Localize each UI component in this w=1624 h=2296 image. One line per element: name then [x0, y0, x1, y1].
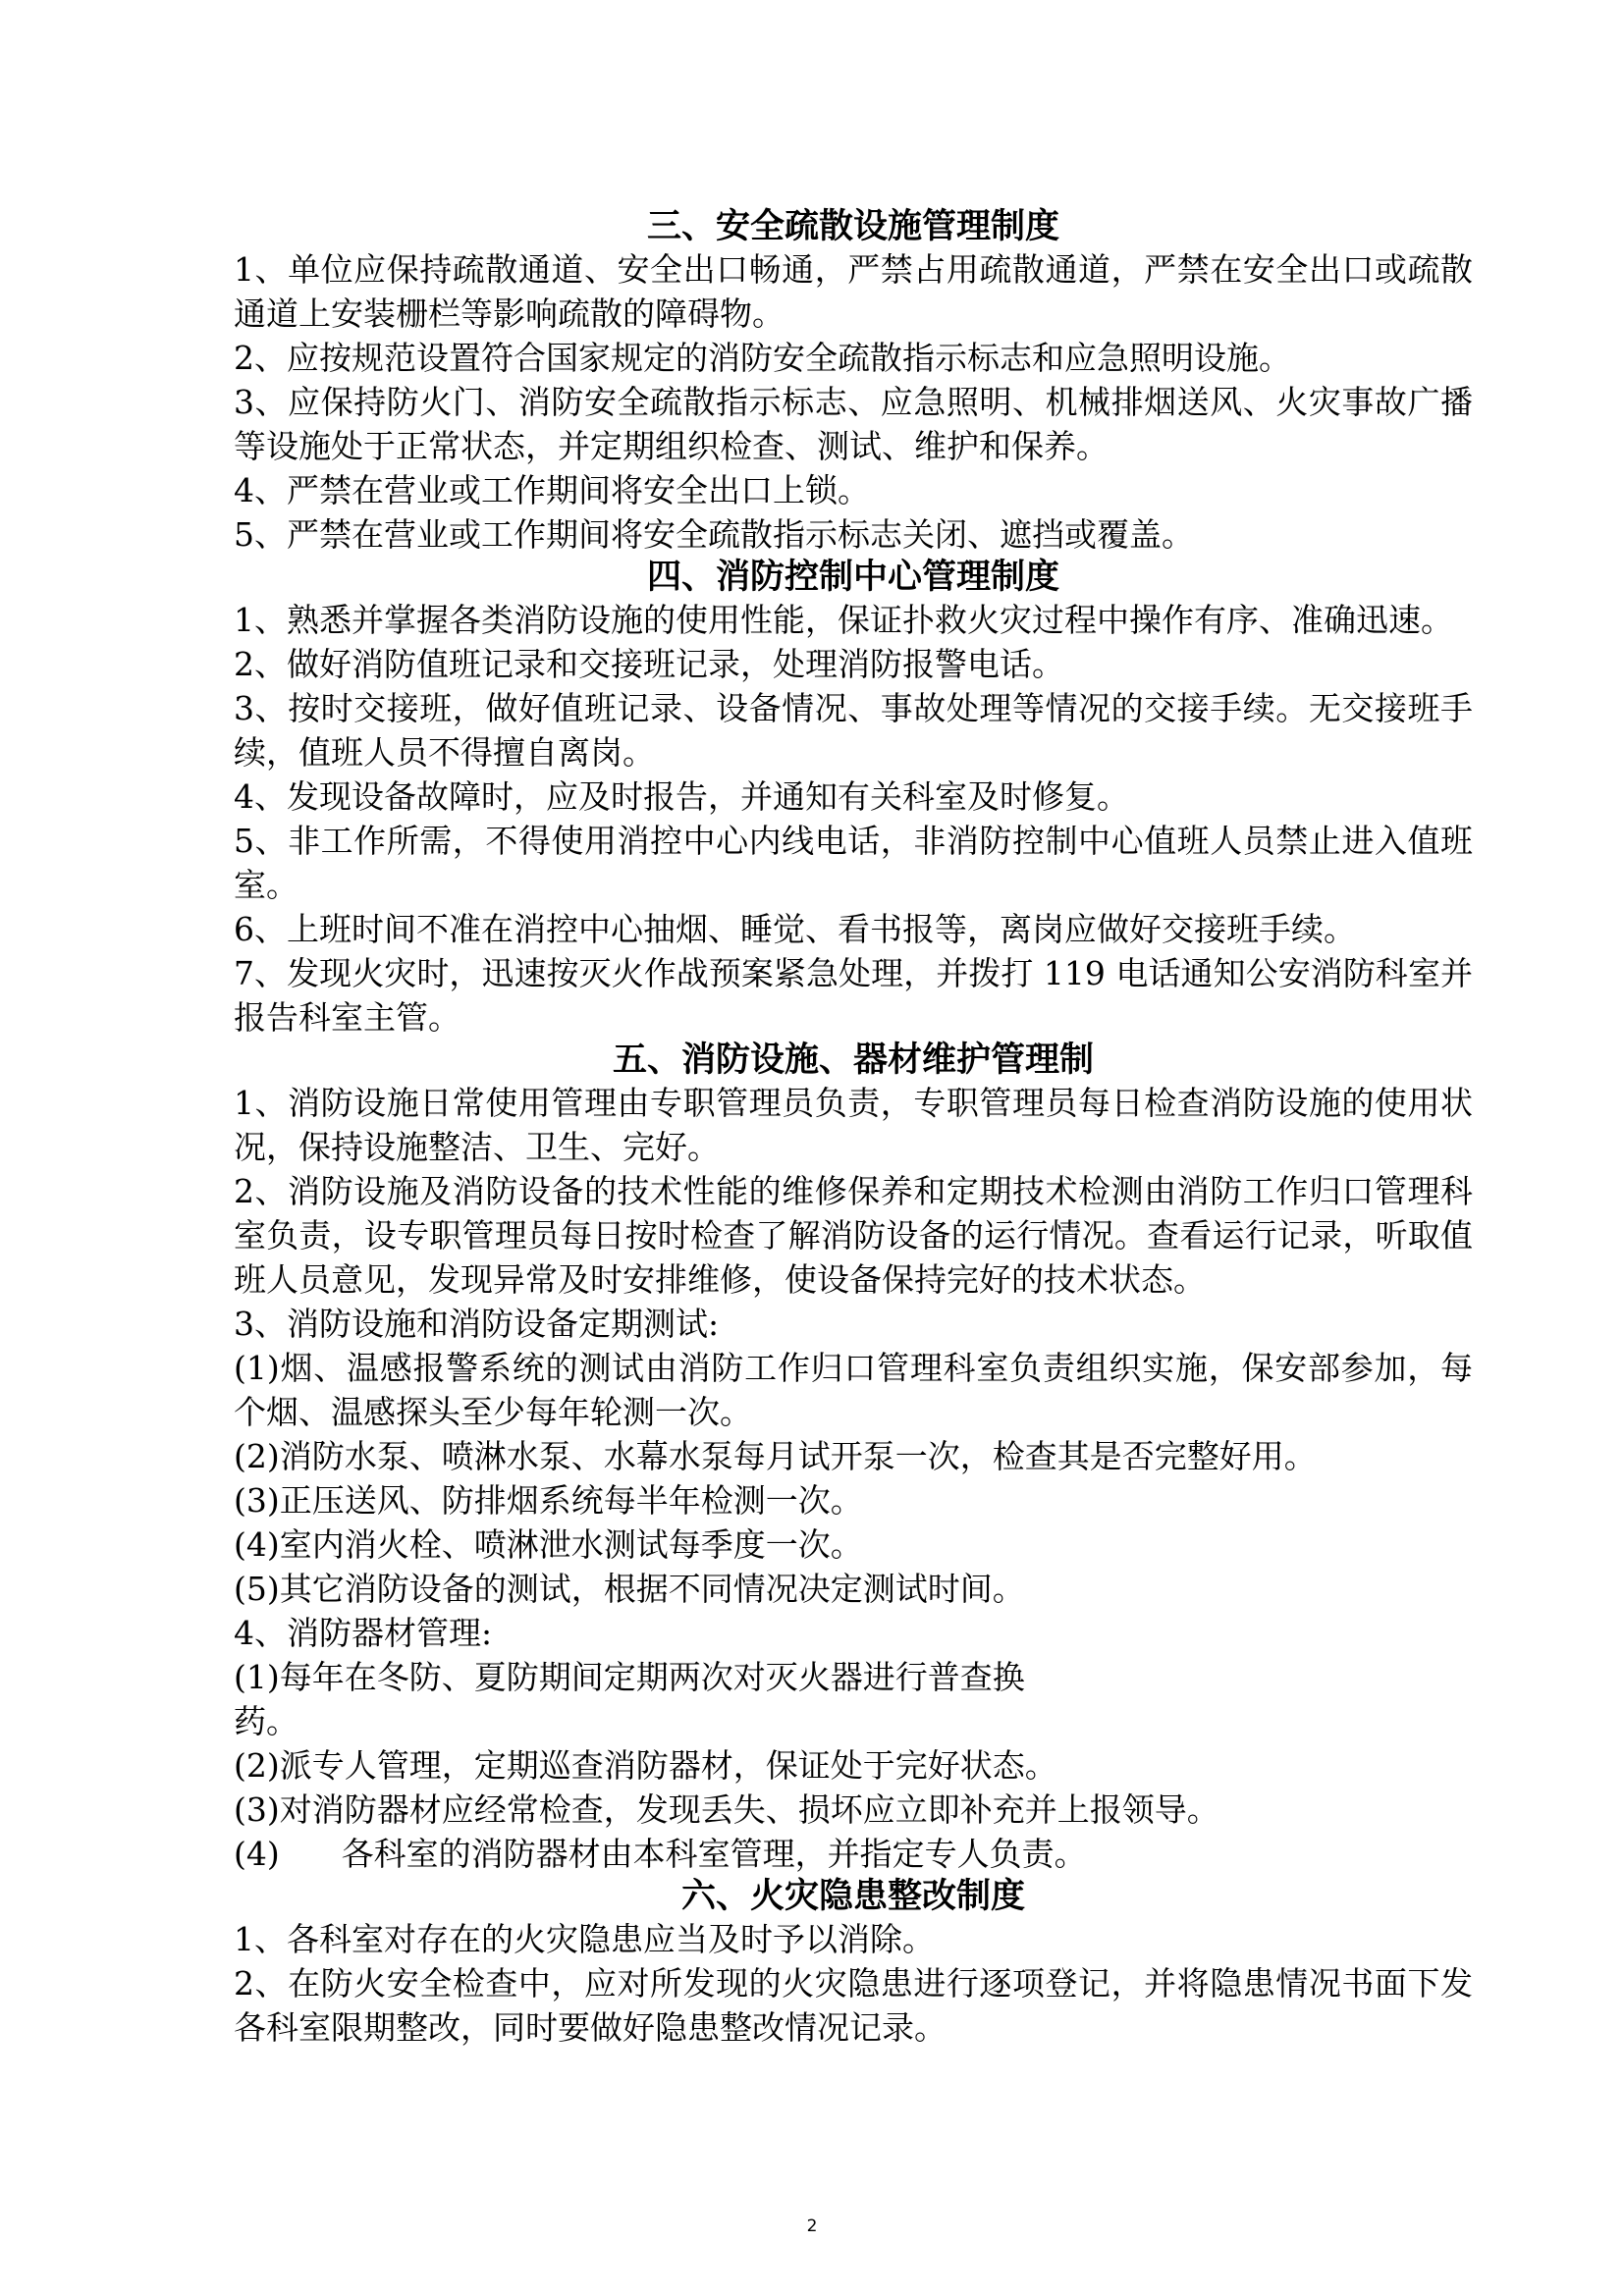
paragraph: (4)室内消火栓、喷淋泄水测试每季度一次。 [234, 1525, 863, 1564]
paragraph: 1、单位应保持疏散通道、安全出口畅通，严禁占用疏散通道，严禁在安全出口或疏散通道上安装栅栏等影响疏散的障碍物。 [234, 250, 1473, 333]
section-evacuation [234, 206, 1473, 557]
paragraph: 4、发现设备故障时，应及时报告，并通知有关科室及时修复。 [234, 777, 1129, 816]
paragraph: 3、消防设施和消防设备定期测试: [234, 1305, 720, 1343]
page-number: 2 [806, 2216, 818, 2236]
paragraph: 7、发现火灾时，迅速按灭火作战预案紧急处理，并拨打 119 电话通知公安消防科室并报告科室主管。 [234, 954, 1473, 1037]
paragraph: 4、消防器材管理: [234, 1614, 493, 1652]
paragraph: 4、严禁在营业或工作期间将安全出口上锁。 [234, 471, 870, 509]
paragraph: (1)每年在冬防、夏防期间定期两次对灭火器进行普查换 药。 [234, 1658, 1025, 1740]
paragraph: (4) 各科室的消防器材由本科室管理，并指定专人负责。 [234, 1835, 1087, 1873]
section-heading: 三、安全疏散设施管理制度 [646, 207, 1059, 246]
paragraph: 2、在防火安全检查中，应对所发现的火灾隐患进行逐项登记，并将隐患情况书面下发各科室限期整改，同时要做好隐患整改情况记录。 [234, 1964, 1473, 2047]
paragraph: 3、按时交接班，做好值班记录、设备情况、事故处理等情况的交接手续。无交接班手续，值班人员不得擅自离岗。 [234, 689, 1473, 772]
section-hazard-rectification [234, 1876, 1473, 2050]
section-heading: 四、消防控制中心管理制度 [646, 558, 1059, 597]
paragraph: (1)烟、温感报警系统的测试由消防工作归口管理科室负责组织实施，保安部参加，每个烟、温感探头至少每年轮测一次。 [234, 1349, 1473, 1431]
paragraph: 1、熟悉并掌握各类消防设施的使用性能，保证扑救火灾过程中操作有序、准确迅速。 [234, 601, 1453, 639]
paragraph: 6、上班时间不准在消控中心抽烟、睡觉、看书报等，离岗应做好交接班手续。 [234, 910, 1356, 948]
paragraph: 2、做好消防值班记录和交接班记录，处理消防报警电话。 [234, 645, 1064, 683]
paragraph: 5、严禁在营业或工作期间将安全疏散指示标志关闭、遮挡或覆盖。 [234, 515, 1194, 554]
section-equipment-maintenance [234, 1040, 1473, 1876]
paragraph: (2)消防水泵、喷淋水泵、水幕水泵每月试开泵一次，检查其是否完整好用。 [234, 1437, 1317, 1475]
section-heading: 五、消防设施、器材维护管理制 [612, 1041, 1094, 1080]
paragraph: 1、消防设施日常使用管理由专职管理员负责，专职管理员每日检查消防设施的使用状况，保持设施整洁、卫生、完好。 [234, 1084, 1473, 1166]
paragraph: (3)对消防器材应经常检查，发现丢失、损坏应立即补充并上报领导。 [234, 1790, 1219, 1829]
paragraph: 2、应按规范设置符合国家规定的消防安全疏散指示标志和应急照明设施。 [234, 339, 1291, 377]
paragraph: (3)正压送风、防排烟系统每半年检测一次。 [234, 1481, 863, 1520]
paragraph: (5)其它消防设备的测试，根据不同情况决定测试时间。 [234, 1570, 1025, 1608]
paragraph: 1、各科室对存在的火灾隐患应当及时予以消除。 [234, 1920, 935, 1958]
document-page [234, 206, 1473, 2050]
paragraph: (2)派专人管理，定期巡查消防器材，保证处于完好状态。 [234, 1746, 1057, 1785]
paragraph: 5、非工作所需，不得使用消控中心内线电话，非消防控制中心值班人员禁止进入值班室。 [234, 822, 1473, 904]
section-control-center [234, 557, 1473, 1040]
paragraph: 3、应保持防火门、消防安全疏散指示标志、应急照明、机械排烟送风、火灾事故广播等设施处于正常状态，并定期组织检查、测试、维护和保养。 [234, 383, 1473, 465]
paragraph: 2、消防设施及消防设备的技术性能的维修保养和定期技术检测由消防工作归口管理科室负责，设专职管理员每日按时检查了解消防设备的运行情况。查看运行记录，听取值班人员意见，发现异常及时安排维修，使设备保持完好的技术状态。 [234, 1172, 1473, 1299]
section-heading: 六、火灾隐患整改制度 [680, 1877, 1025, 1916]
